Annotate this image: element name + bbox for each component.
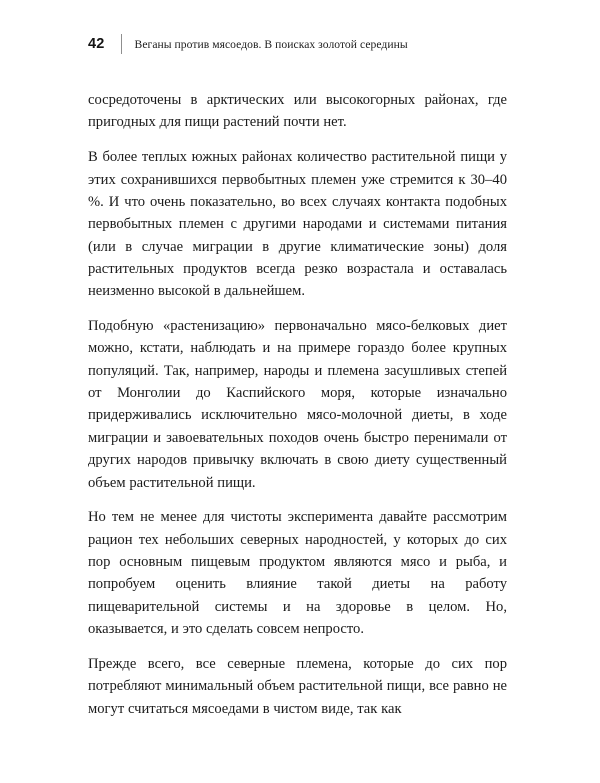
paragraph: Но тем не менее для чистоты эксперимента давайте рассмотрим рацион тех небольших северных народностей, у которых до сих пор основным пищевым продуктом являются мясо и рыба, и попробуем оценить влияние такой диеты на работу пищеварительной системы и на здоровье в целом. Но, оказывается, и это сделать совсем непросто.	[88, 509, 507, 638]
paragraph: сосредоточены в арктических или высокогорных районах, где пригодных для пищи растений почти нет.	[88, 92, 507, 131]
page-number: 42	[88, 36, 105, 52]
page-body	[0, 89, 600, 720]
paragraph: В более теплых южных районах количество растительной пищи у этих сохранившихся первобытных племен уже стремится к 30–40 %. И что очень показательно, во всех случаях контакта подобных первобытных племен с другими народами и системами питания (или в случае миграции в другие климатические зоны) доля растительных продуктов всегда резко возрастала и оставалась неизменно высокой в дальнейшем.	[88, 149, 507, 300]
paragraph: Прежде всего, все северные племена, которые до сих пор потребляют минимальный объем растительной пищи, все равно не могут считаться мясоедами в чистом виде, так как	[88, 655, 507, 717]
paragraph: Подобную «растенизацию» первоначально мясо-белковых диет можно, кстати, наблюдать и на примере гораздо более крупных популяций. Так, например, народы и племена засушливых степей от Монголии до Каспийского моря, которые изначально придерживались исключительно мясо-молочной диеты, в ходе миграции и завоевательных походов очень быстро перенимали от других народов привычку включать в свою диету существенный объем растительной пищи.	[88, 318, 507, 491]
running-title: Веганы против мясоедов. В поисках золотой середины	[134, 37, 408, 51]
book-page	[0, 33, 600, 783]
header-divider	[121, 34, 122, 54]
page-header	[0, 33, 600, 55]
